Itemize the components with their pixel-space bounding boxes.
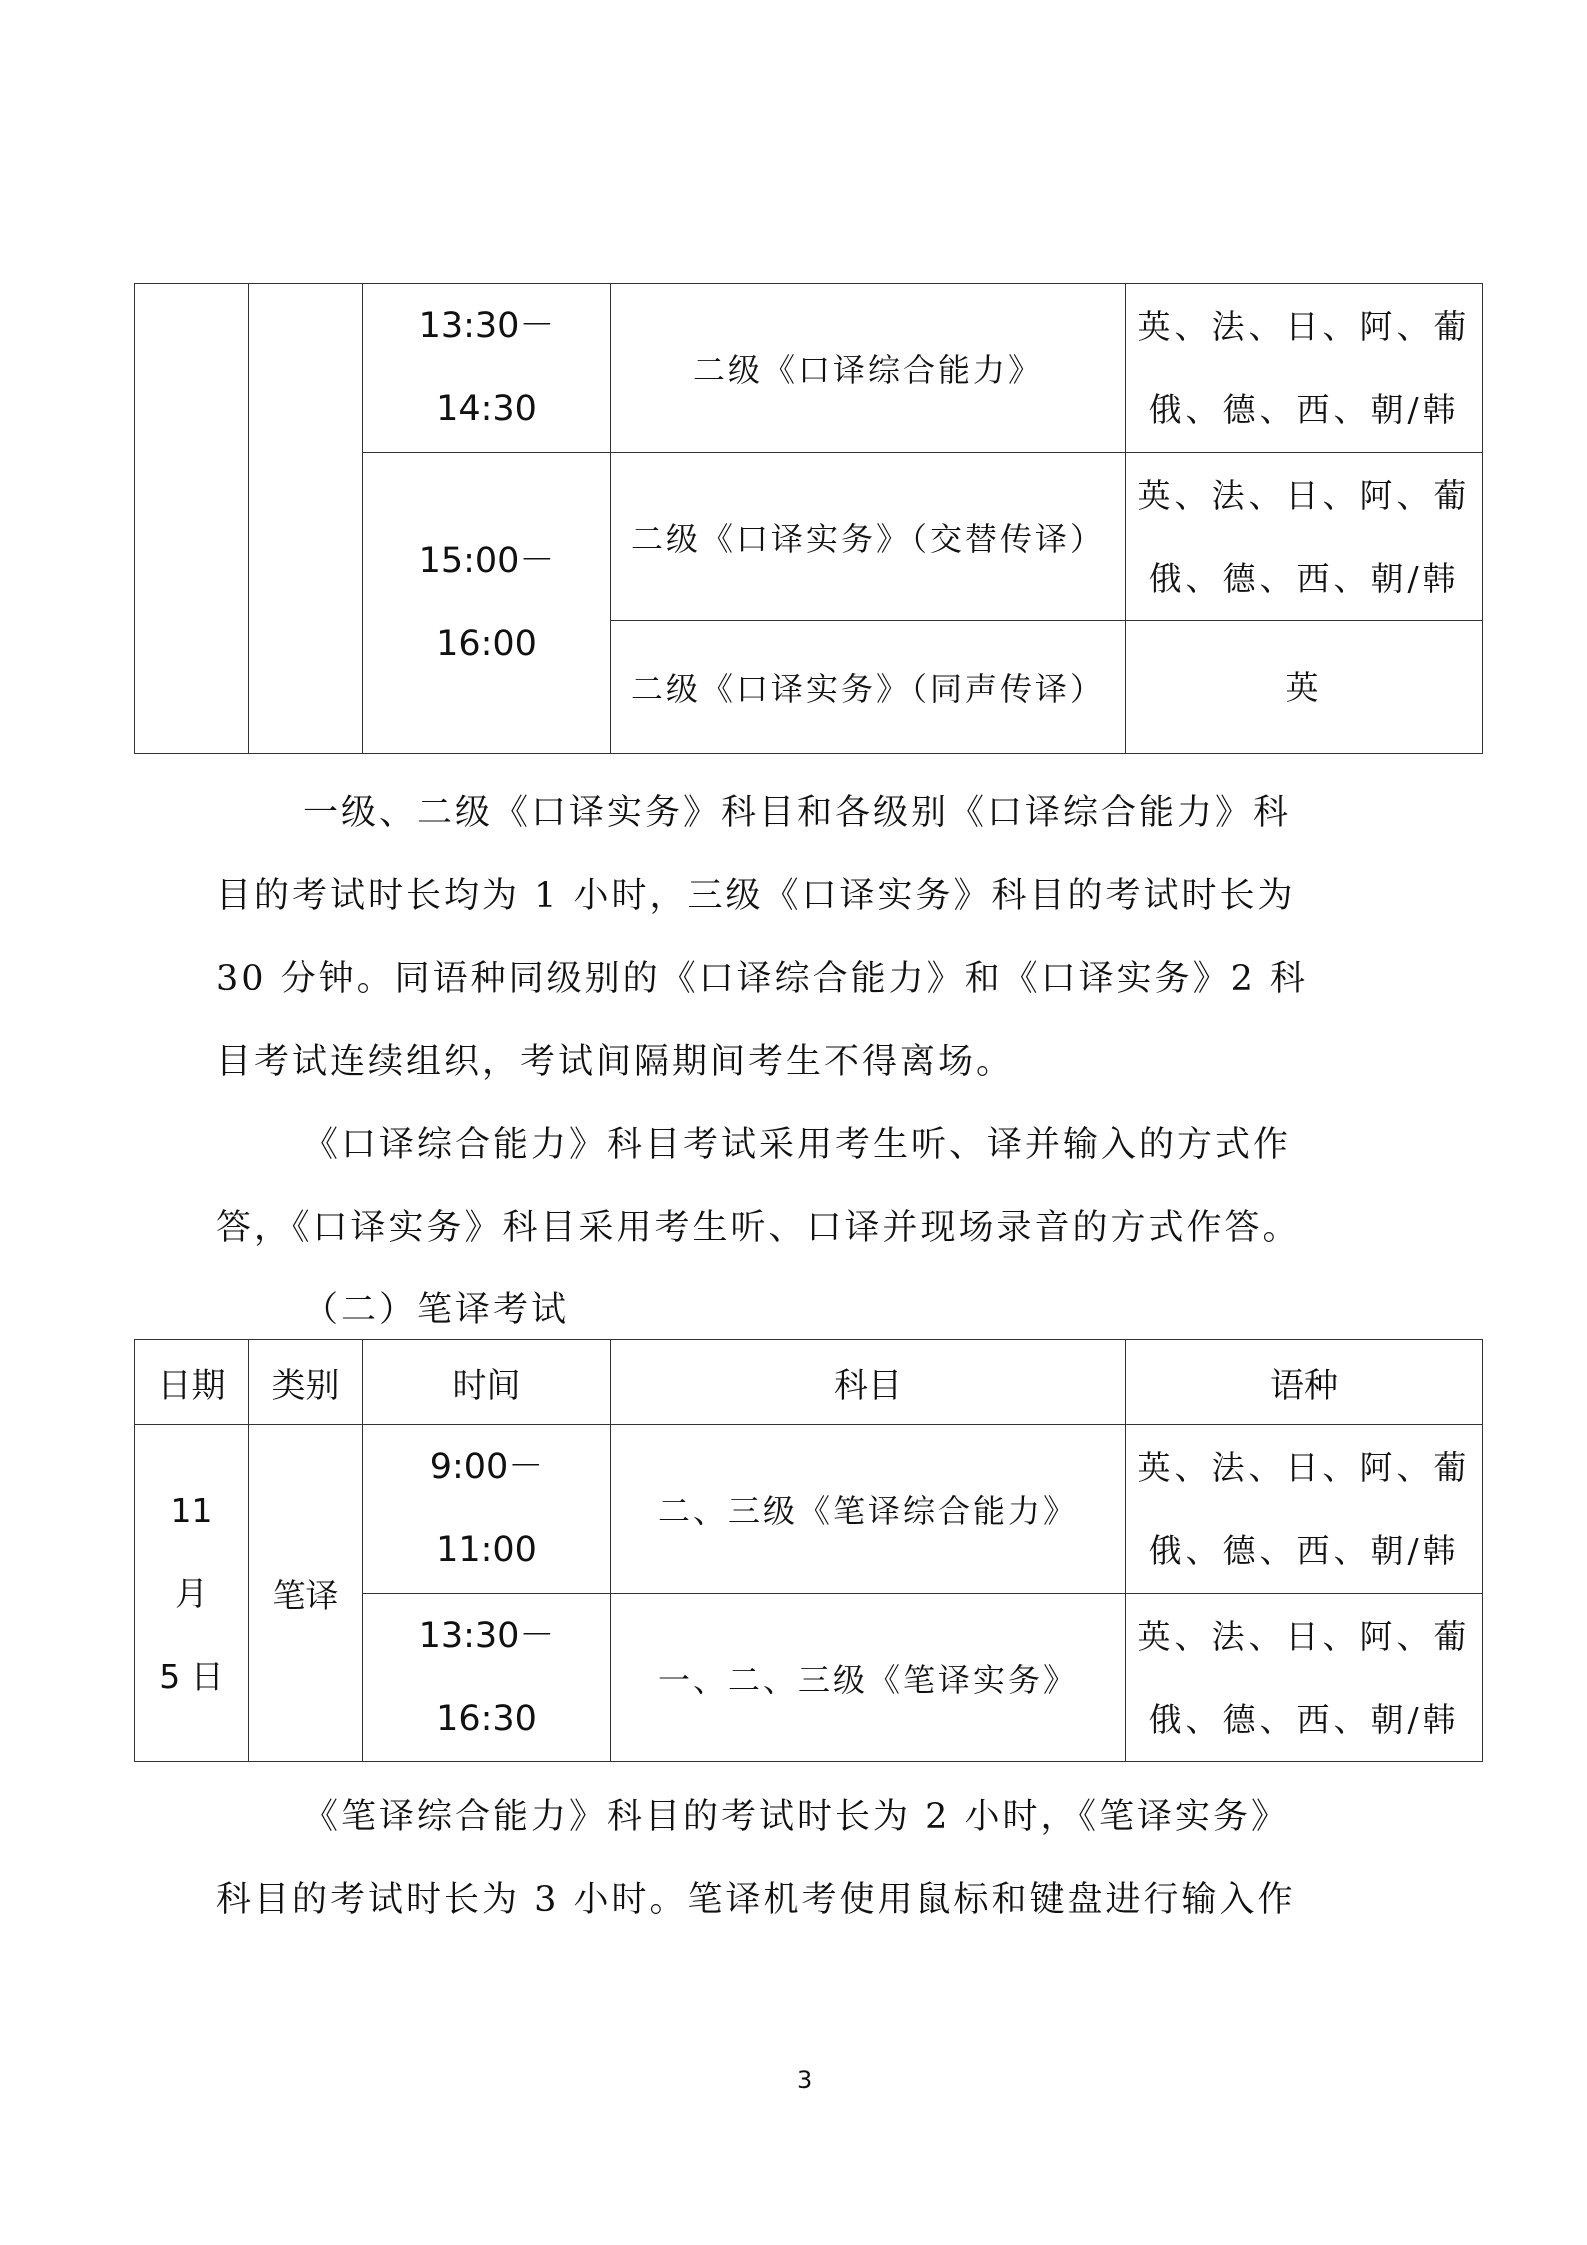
language-cell <box>1126 284 1483 453</box>
subject-cell: 二级《口译综合能力》 <box>611 284 1126 453</box>
section-heading: （二）笔译考试 <box>303 1290 570 1330</box>
time-end: 16:00 <box>436 624 537 664</box>
time-cell <box>363 1594 611 1762</box>
time-start: 13:30－ <box>418 306 555 346</box>
category-cell: 笔译 <box>249 1425 363 1762</box>
date-line: 11 <box>170 1490 213 1530</box>
time-cell <box>363 453 611 754</box>
time-cell <box>363 284 611 453</box>
date-cell <box>135 1425 249 1762</box>
header-time: 时间 <box>363 1340 611 1425</box>
translation-schedule-table <box>134 1339 1483 1762</box>
time-start: 15:00－ <box>418 541 555 581</box>
time-end: 11:00 <box>436 1530 537 1570</box>
language-cell <box>1126 453 1483 621</box>
language-line: 英、法、日、阿、葡 <box>1137 475 1471 515</box>
table-row <box>135 284 1483 453</box>
language-line: 英、法、日、阿、葡 <box>1137 1616 1471 1656</box>
category-cell <box>249 284 363 754</box>
language-line: 英、法、日、阿、葡 <box>1137 307 1471 346</box>
page-number: 3 <box>797 2066 813 2094</box>
paragraph-line: 目的考试时长均为 1 小时，三级《口译实务》科目的考试时长为 <box>216 876 1296 916</box>
language-cell <box>1126 1594 1483 1762</box>
date-line: 5 日 <box>159 1656 224 1696</box>
time-end: 14:30 <box>436 389 537 429</box>
subject-cell: 二级《口译实务》（同声传译） <box>611 621 1126 754</box>
language-line: 俄、德、西、朝/韩 <box>1148 390 1460 429</box>
time-start: 13:30－ <box>418 1615 555 1656</box>
table-row <box>135 1425 1483 1594</box>
language-cell <box>1126 1425 1483 1594</box>
language-line: 俄、德、西、朝/韩 <box>1148 558 1460 598</box>
time-cell <box>363 1425 611 1594</box>
header-category: 类别 <box>249 1340 363 1425</box>
subject-cell: 二、三级《笔译综合能力》 <box>611 1425 1126 1594</box>
paragraph-line: 《口译综合能力》科目考试采用考生听、译并输入的方式作 <box>303 1125 1292 1165</box>
interpretation-schedule-table-continued <box>134 283 1483 754</box>
header-subject: 科目 <box>611 1340 1126 1425</box>
date-cell <box>135 284 249 754</box>
paragraph-line: 《笔译综合能力》科目的考试时长为 2 小时，《笔译实务》 <box>303 1797 1290 1837</box>
header-language: 语种 <box>1126 1340 1483 1425</box>
time-start: 9:00－ <box>429 1447 544 1487</box>
language-cell: 英 <box>1126 621 1483 754</box>
paragraph-line: 30 分钟。同语种同级别的《口译综合能力》和《口译实务》2 科 <box>216 959 1309 999</box>
paragraph-line: 科目的考试时长为 3 小时。笔译机考使用鼠标和键盘进行输入作 <box>216 1880 1296 1920</box>
language-line: 俄、德、西、朝/韩 <box>1148 1699 1460 1739</box>
header-date: 日期 <box>135 1340 249 1425</box>
paragraph-line: 一级、二级《口译实务》科目和各级别《口译综合能力》科 <box>303 793 1292 833</box>
time-end: 16:30 <box>436 1698 537 1739</box>
table-header-row <box>135 1340 1483 1425</box>
date-line: 月 <box>175 1573 208 1613</box>
subject-cell: 一、二、三级《笔译实务》 <box>611 1594 1126 1762</box>
subject-cell: 二级《口译实务》（交替传译） <box>611 453 1126 621</box>
paragraph-line: 答，《口译实务》科目采用考生听、口译并现场录音的方式作答。 <box>216 1208 1301 1248</box>
language-line: 俄、德、西、朝/韩 <box>1148 1531 1460 1570</box>
paragraph-line: 目考试连续组织，考试间隔期间考生不得离场。 <box>216 1042 1015 1082</box>
language-line: 英、法、日、阿、葡 <box>1137 1448 1471 1487</box>
